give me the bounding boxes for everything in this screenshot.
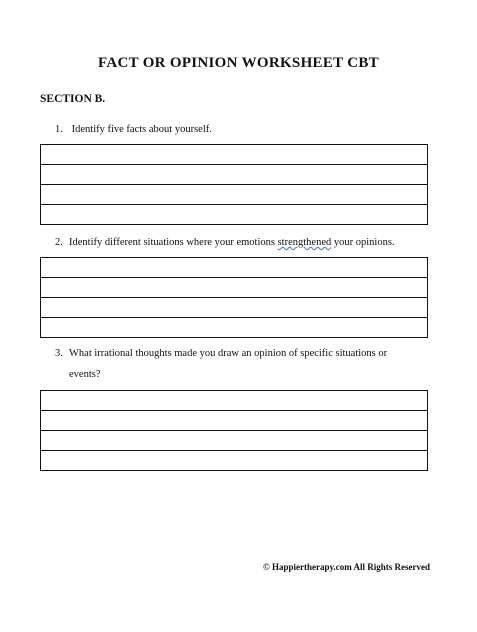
answer-line[interactable]	[41, 185, 427, 205]
copyright-footer: © Happiertherapy.com All Rights Reserved	[263, 562, 430, 572]
answer-line[interactable]	[41, 258, 427, 278]
question-text-line-2: events?	[69, 369, 101, 380]
question-number: 1.	[55, 124, 63, 135]
answer-line[interactable]	[41, 431, 427, 451]
answer-box-3[interactable]	[40, 390, 428, 471]
question-number: 2.	[55, 237, 63, 248]
answer-line[interactable]	[41, 298, 427, 318]
question-3	[55, 346, 425, 383]
answer-line[interactable]	[41, 411, 427, 431]
page-title: FACT OR OPINION WORKSHEET CBT	[98, 55, 379, 71]
question-number: 3.	[55, 348, 63, 359]
spellcheck-underlined-word: strengthened	[277, 237, 332, 248]
question-text-part: your opinions.	[331, 237, 395, 248]
answer-line[interactable]	[41, 318, 427, 338]
question-2	[55, 235, 435, 251]
section-heading: SECTION B.	[40, 93, 106, 105]
answer-line[interactable]	[41, 145, 427, 165]
question-text-part: Identify different situations where your emotions	[69, 237, 278, 248]
answer-line[interactable]	[41, 205, 427, 225]
answer-line[interactable]	[41, 451, 427, 471]
question-text-line-1: What irrational thoughts made you draw an opinion of specific situations or	[69, 348, 388, 359]
answer-line[interactable]	[41, 278, 427, 298]
answer-line[interactable]	[41, 165, 427, 185]
answer-box-1[interactable]	[40, 144, 428, 225]
answer-box-2[interactable]	[40, 257, 428, 338]
answer-line[interactable]	[41, 391, 427, 411]
question-text: Identify five facts about yourself.	[71, 124, 212, 135]
question-1	[55, 122, 425, 138]
